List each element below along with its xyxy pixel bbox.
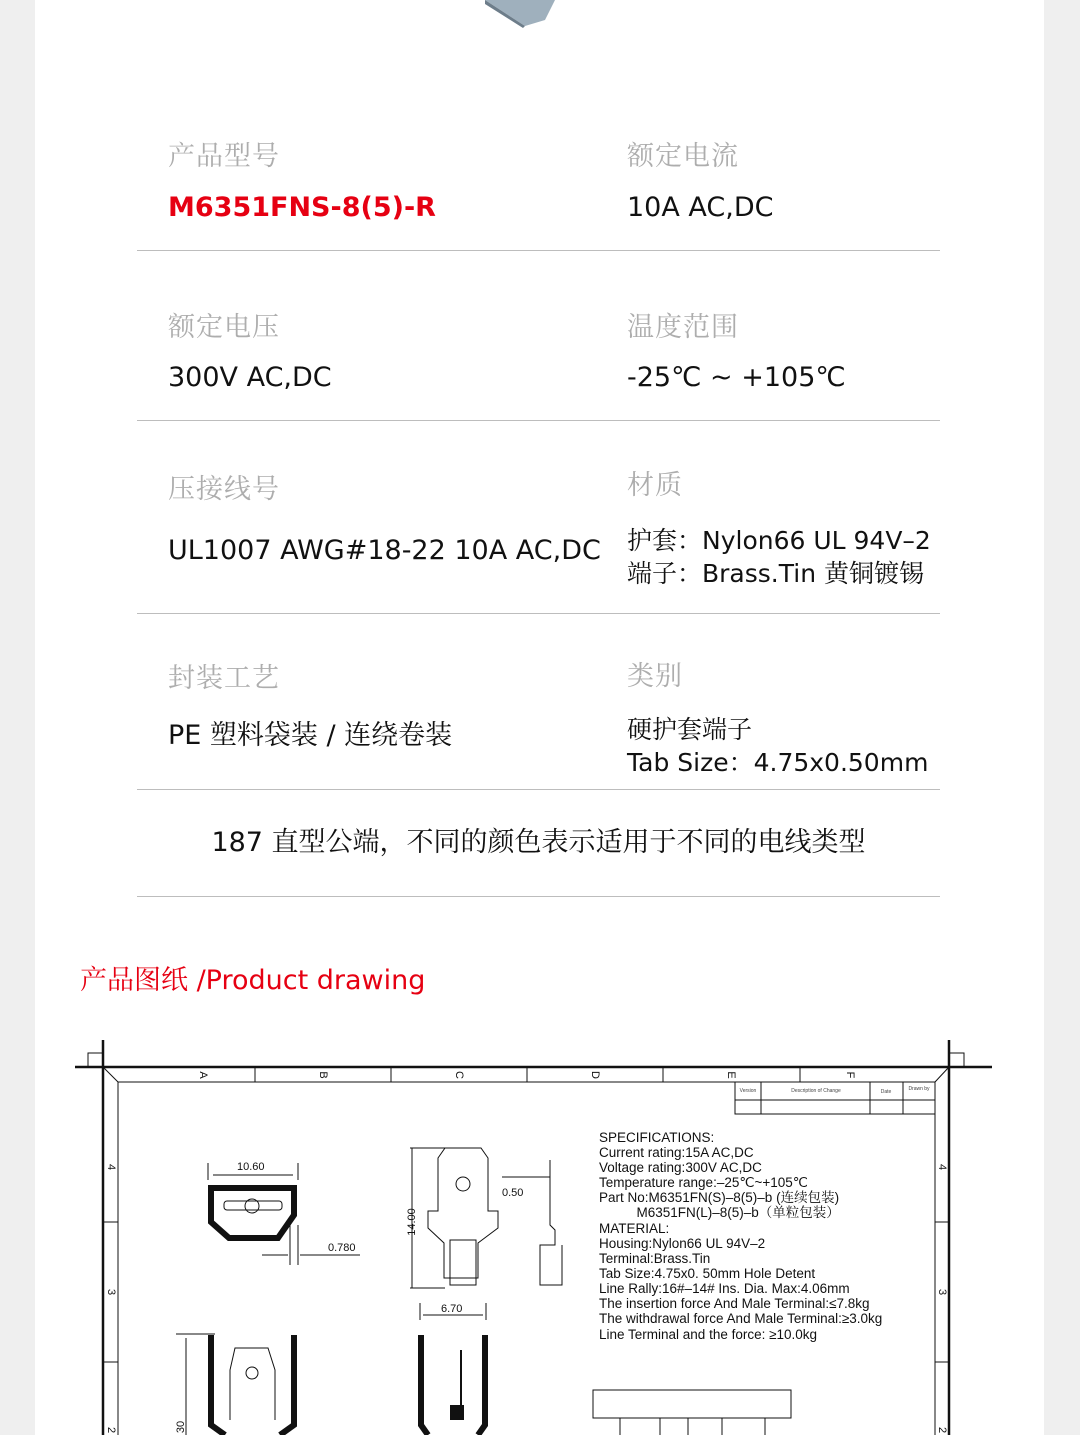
spec-label: 封装工艺 xyxy=(168,663,280,694)
spec-line: MATERIAL: xyxy=(599,1221,670,1236)
revision-header: Version xyxy=(739,1088,757,1094)
spec-line: The insertion force And Male Terminal:≤7.8kg xyxy=(599,1296,870,1311)
product-photo xyxy=(485,0,555,28)
spec-value: 护套：Nylon66 UL 94V–2 xyxy=(627,526,931,555)
spec-block xyxy=(599,1130,882,1342)
spec-row xyxy=(137,120,940,251)
spec-row xyxy=(137,251,940,421)
row-label: 3 xyxy=(105,1288,118,1296)
revision-header: Date xyxy=(880,1089,892,1095)
spec-label: 产品型号 xyxy=(168,141,280,172)
spec-value: 端子：Brass.Tin 黄铜镀锡 xyxy=(627,559,924,588)
dim-height: 14.00 xyxy=(405,1208,418,1236)
spec-line: Housing:Nylon66 UL 94V–2 xyxy=(599,1236,766,1251)
spec-label: 额定电流 xyxy=(627,141,739,172)
spec-row xyxy=(137,421,940,614)
spec-label: 压接线号 xyxy=(168,474,280,505)
product-drawing xyxy=(0,1030,1080,1435)
column-label: A xyxy=(197,1071,210,1079)
spec-value: 10A AC,DC xyxy=(627,192,774,223)
spec-value: Tab Size：4.75x0.50mm xyxy=(627,748,929,777)
dim-length: 30 xyxy=(174,1420,187,1434)
spec-line: Voltage rating:300V AC,DC xyxy=(599,1160,762,1175)
dim-tab: 0.50 xyxy=(502,1187,524,1199)
spec-line: Part No:M6351FN(S)–8(5)–b (连续包装) xyxy=(599,1190,840,1205)
row-label: 2 xyxy=(936,1426,949,1434)
spec-label: 材质 xyxy=(627,470,683,501)
spec-line: SPECIFICATIONS: xyxy=(599,1130,715,1145)
row-label: 3 xyxy=(936,1288,949,1296)
row-label: 2 xyxy=(105,1426,118,1434)
spec-line: M6351FN(L)–8(5)–b（单粒包装） xyxy=(599,1205,840,1220)
column-label: F xyxy=(844,1071,857,1079)
dim-thickness: 0.780 xyxy=(328,1242,356,1254)
top-view xyxy=(176,1334,485,1435)
spec-line: Terminal:Brass.Tin xyxy=(599,1251,711,1266)
spec-value: 300V AC,DC xyxy=(168,362,332,393)
spec-row xyxy=(137,614,940,790)
side-view xyxy=(410,1148,562,1320)
section-title: 产品图纸 /Product drawing xyxy=(80,965,426,996)
spec-line: Current rating:15A AC,DC xyxy=(599,1145,754,1160)
row-label: 4 xyxy=(936,1163,949,1171)
product-note: 187 直型公端，不同的颜色表示适用于不同的电线类型 xyxy=(137,790,940,897)
revision-table xyxy=(735,1082,935,1114)
row-label: 4 xyxy=(105,1163,118,1171)
spec-line: Tab Size:4.75x0. 50mm Hole Detent xyxy=(599,1266,816,1281)
column-label: C xyxy=(453,1071,466,1079)
revision-header: Description of Change xyxy=(791,1088,841,1094)
dim-width: 10.60 xyxy=(237,1161,265,1173)
spec-line: Line Rally:16#–14# Ins. Dia. Max:4.06mm xyxy=(599,1281,850,1296)
spec-label: 类别 xyxy=(627,661,683,692)
column-label: D xyxy=(589,1071,602,1079)
spec-value: UL1007 AWG#18-22 10A AC,DC xyxy=(168,535,601,566)
spec-value: PE 塑料袋装 / 连绕卷装 xyxy=(168,720,453,751)
spec-label: 温度范围 xyxy=(627,312,739,343)
spec-label: 额定电压 xyxy=(168,312,280,343)
spec-line: Temperature range:–25℃~+105℃ xyxy=(599,1175,808,1190)
revision-header: Drawn by xyxy=(908,1086,930,1092)
spec-line: The withdrawal force And Male Terminal:≥3.0kg xyxy=(599,1311,883,1326)
spec-line: Line Terminal and the force: ≥10.0kg xyxy=(599,1327,818,1342)
bottom-profile xyxy=(593,1390,791,1435)
column-label: E xyxy=(725,1071,738,1079)
dim-body: 6.70 xyxy=(441,1303,463,1315)
spec-value: -25℃ ~ +105℃ xyxy=(627,362,846,393)
spec-value: 硬护套端子 xyxy=(627,715,753,744)
model-number: M6351FNS-8(5)-R xyxy=(168,192,436,223)
column-label: B xyxy=(317,1071,330,1079)
